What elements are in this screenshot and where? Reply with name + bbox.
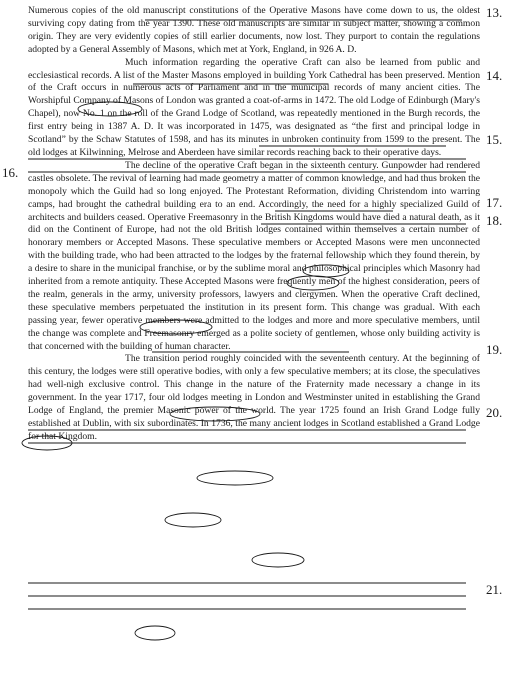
margin-number: 17. bbox=[486, 195, 503, 210]
paragraph-3: The decline of the operative Craft began in the sixteenth century. Gunpowder had rendered castles obsolete. The revival of learning had made geometry a matter of common knowledge, and had thus broken the monopoly which the Guild had so long enjoyed. The Protestant Reformation, dividing Christendom into warring camps, had brought the cathedral building era to an end. Accordingly, the need for a highly specialized Guild of architects and builders ceased. Operative Freemasonry in the British Kingdoms would have died a natural death, as it did on the Continent of Europe, had not the old British lodges contained within themselves a certain number of honorary members or Accepted Masons. These speculative members or Accepted Masons were men unconnected with the building trade, who had been attracted to the lodges by the fraternal fellowship which they found therein, by a desire to share in the municipal franchise, or by the sublime moral and philosophical principles which Masonry had inherited from a remote antiquity. These Accepted Masons were frequently men of the highest consideration, peers of the realm, generals in the army, university professors, lawyers and clergymen. When the operative Craft declined, these speculative members perpetuated the institution in its present form. This change was gradual. With each passing year, fewer operative members were admitted to the lodges and more and more speculative members, until the change was complete and Freemasonry emerged as a polite society of gentlemen, whose only building activity is that concerned with the building of human character. bbox=[28, 159, 480, 352]
circle-mark bbox=[135, 626, 175, 640]
margin-number: 19. bbox=[486, 342, 503, 357]
circle-mark bbox=[197, 471, 273, 485]
body-text bbox=[28, 5, 480, 444]
margin-number: 18. bbox=[486, 213, 503, 228]
paragraph-1: Numerous copies of the old manuscript constitutions of the Operative Masons have come down to us, the oldest surviving copy dating from the year 1390. These old manuscripts are similar in subject matter, showing a common origin. They are very evidently copies of still earlier documents, now lost. They purport to contain the regulations adopted by a General Assembly of Masons, which met at York, England, in 926 A. D. bbox=[28, 5, 480, 55]
circle-mark bbox=[252, 553, 304, 567]
paragraph-4: The transition period roughly coincided with the seventeenth century. At the beginning of this century, the lodges were still operative bodies, with only a few speculative members; at its close, the speculatives had well-nigh exclusive control. This change in the nature of the Fraternity made necessary a change in its government. In the year 1717, four old lodges meeting in London and Westminster united in establishing the Grand Lodge of England, the premier Masonic power of the world. The year 1725 found an Irish Grand Lodge fully established at Dublin, with six subordinates. In 1736, the many ancient lodges in Scotland established a Grand Lodge for that Kingdom. bbox=[28, 353, 480, 442]
margin-number: 21. bbox=[486, 582, 503, 597]
margin-number: 14. bbox=[486, 68, 503, 83]
circle-mark bbox=[165, 513, 221, 527]
paragraph-2: Much information regarding the operative Craft can also be learned from public and ecclesiastical records. A list of the Master Masons employed in building York Cathedral has been preserved. Mention of the Craft occurs in numerous acts of Parliament and in the municipal records of many ancient cities. The Worshipful Company of Masons of London was granted a coat-of-arms in 1472. The old Lodge of Edinburgh (Mary's Chapel), now No. 1 on the roll of the Grand Lodge of Scotland, was repeatedly mentioned in the Burgh records, the first entry being in 1387 A. D. It was incorporated in 1475, was designated as “the first and principal lodge in Scotland” by the Schaw Statutes of 1598, and has its minutes in unbroken continuity from 1599 to the present. The old lodges at Kilwinning, Melrose and Aberdeen have similar records reaching back to their operative days. bbox=[28, 56, 480, 158]
margin-number: 15. bbox=[486, 132, 503, 147]
margin-number: 20. bbox=[486, 405, 503, 420]
margin-number: 16. bbox=[2, 165, 19, 180]
margin-number: 13. bbox=[486, 5, 503, 20]
